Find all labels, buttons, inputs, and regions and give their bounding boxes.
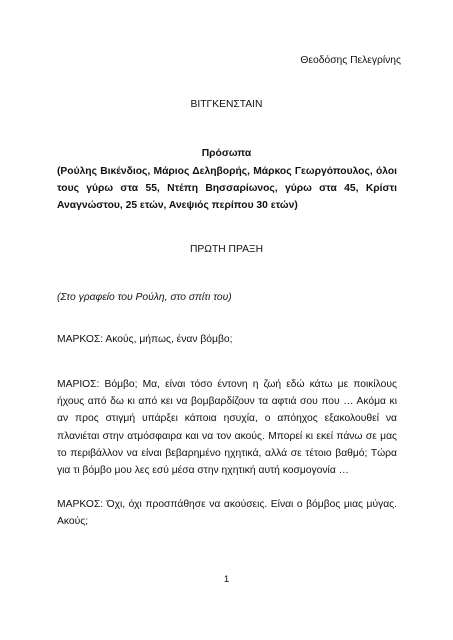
page-number: 1 — [223, 574, 230, 585]
act-heading: ΠΡΩΤΗ ΠΡΑΞΗ — [189, 244, 264, 255]
play-title: ΒΙΤΓΚΕΝΣΤΑΙΝ — [190, 99, 263, 110]
cast-heading: Πρόσωπα — [201, 148, 252, 159]
author-name: Θεοδόσης Πελεγρίνης — [300, 55, 401, 66]
stage-direction: (Στο γραφείο του Ρούλη, στο σπίτι του) — [57, 292, 232, 303]
dialogue-line: ΜΑΡΚΟΣ: Όχι, όχι προσπάθησε να ακούσεις. Είναι ο βόμβος μιας μύγας. Ακούς; — [57, 499, 397, 528]
dialogue-line: ΜΑΡΚΟΣ: Ακούς, μήπως, έναν βόμβο; — [57, 334, 233, 345]
dialogue-line: ΜΑΡΙΟΣ: Βόμβο; Μα, είναι τόσο έντονη η ζωή εδώ κάτω με ποικίλους ήχους από δω κι από κει να βομβαρδίζουν τα αφτιά σου που … Ακόμα κι αν προς στιγμή υπάρξει κάποια ησυχία, ο απόηχος εξακολουθεί να πλανιέται στην ατμόσφαιρα και να τον ακούς. Μπορεί κι εκεί πάνω σε μας το περιβάλλον να είναι βεβαρημένο ηχητικά, αλλά σε τέτοιο βαθμό; Τώρα για τι βόμβο μου λες εσύ μέσα στην ηχητική αυτή κοσμογονία … — [57, 379, 397, 477]
cast-list: (Ρούλης Βικένδιος, Μάριος Δεληβορής, Μάρκος Γεωργόπουλος, όλοι τους γύρω στα 55, Ντέπη Βησσαρίωνος, γύρω στα 45, Κρίστι Αναγνώστου, 25 ετών, Ανεψιός περίπου 30 ετών) — [57, 166, 397, 212]
